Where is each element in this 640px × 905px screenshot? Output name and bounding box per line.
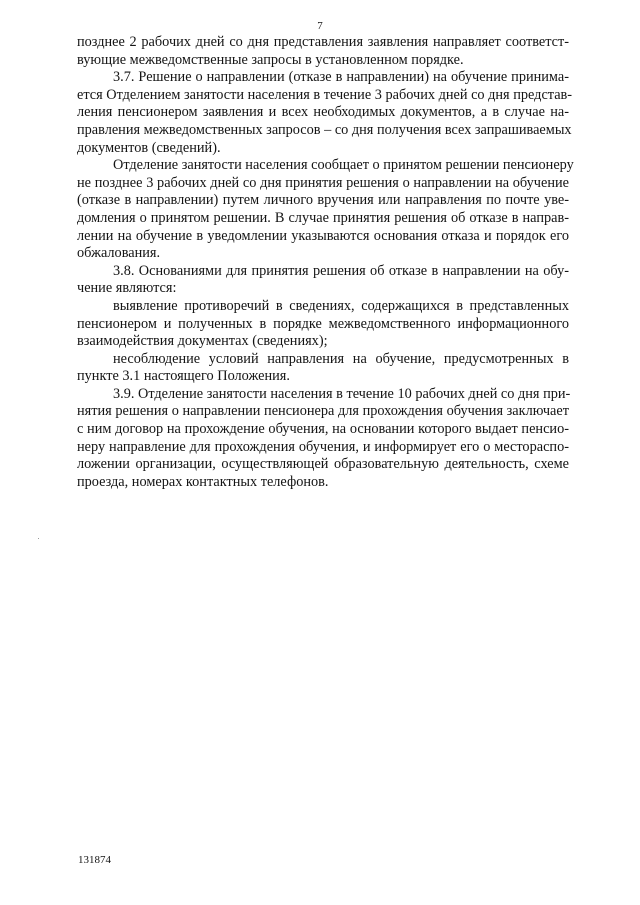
text-line: проезда, номерах контактных телефонов. bbox=[77, 473, 329, 490]
text-line: документов (сведений). bbox=[77, 139, 221, 156]
text-line: нятия решения о направлении пенсионера для прохождения обучения заключает bbox=[77, 403, 569, 420]
scan-speck bbox=[38, 538, 39, 539]
text-line: 3.9. Отделение занятости населения в течение 10 рабочих дней со дня при- bbox=[113, 385, 571, 402]
text-line: неру направление для прохождения обучения, и информирует его о местораспо- bbox=[77, 438, 569, 455]
text-line: Отделение занятости населения сообщает о принятом решении пенсионеру bbox=[113, 157, 574, 174]
text-line: позднее 2 рабочих дней со дня представления заявления направляет соответст- bbox=[77, 34, 569, 50]
text-line: домления о принятом решении. В случае принятия решения об отказе в направ- bbox=[77, 209, 569, 226]
text-line: лении на обучение в уведомлении указываются основания отказа и порядок его bbox=[77, 227, 569, 244]
text-line: выявление противоречий в сведениях, содержащихся в представленных bbox=[113, 297, 569, 314]
text-line: не позднее 3 рабочих дней со дня принятия решения о направлении на обучение bbox=[77, 174, 569, 191]
text-line: взаимодействия документах (сведениях); bbox=[77, 333, 328, 350]
text-line: пенсионером и полученных в порядке межведомственного информационного bbox=[77, 315, 569, 332]
text-line: ложении организации, осуществляющей образовательную деятельность, схеме bbox=[77, 456, 569, 473]
text-line: (отказе в направлении) путем личного вручения или направления по почте уве- bbox=[77, 192, 569, 209]
text-line: пункте 3.1 настоящего Положения. bbox=[77, 368, 290, 385]
text-line: 3.7. Решение о направлении (отказе в направлении) на обучение принима- bbox=[113, 69, 569, 86]
text-line: вующие межведомственные запросы в установленном порядке. bbox=[77, 51, 464, 68]
text-line: чение являются: bbox=[77, 280, 177, 297]
text-line: правления межведомственных запросов – со дня получения всех запрашиваемых bbox=[77, 121, 572, 138]
text-line: ления пенсионером заявления и всех необходимых документов, а в случае на- bbox=[77, 104, 569, 121]
text-line: 3.8. Основаниями для принятия решения об отказе в направлении на обу- bbox=[113, 262, 569, 279]
footer-document-code: 131874 bbox=[78, 854, 111, 866]
text-line: несоблюдение условий направления на обучение, предусмотренных в bbox=[113, 350, 569, 367]
page-number: 7 bbox=[317, 20, 323, 32]
text-line: с ним договор на прохождение обучения, на основании которого выдает пенсио- bbox=[77, 421, 569, 438]
document-body bbox=[77, 34, 574, 491]
text-line: ется Отделением занятости населения в течение 3 рабочих дней со дня представ- bbox=[77, 86, 573, 103]
text-line: обжалования. bbox=[77, 245, 161, 262]
